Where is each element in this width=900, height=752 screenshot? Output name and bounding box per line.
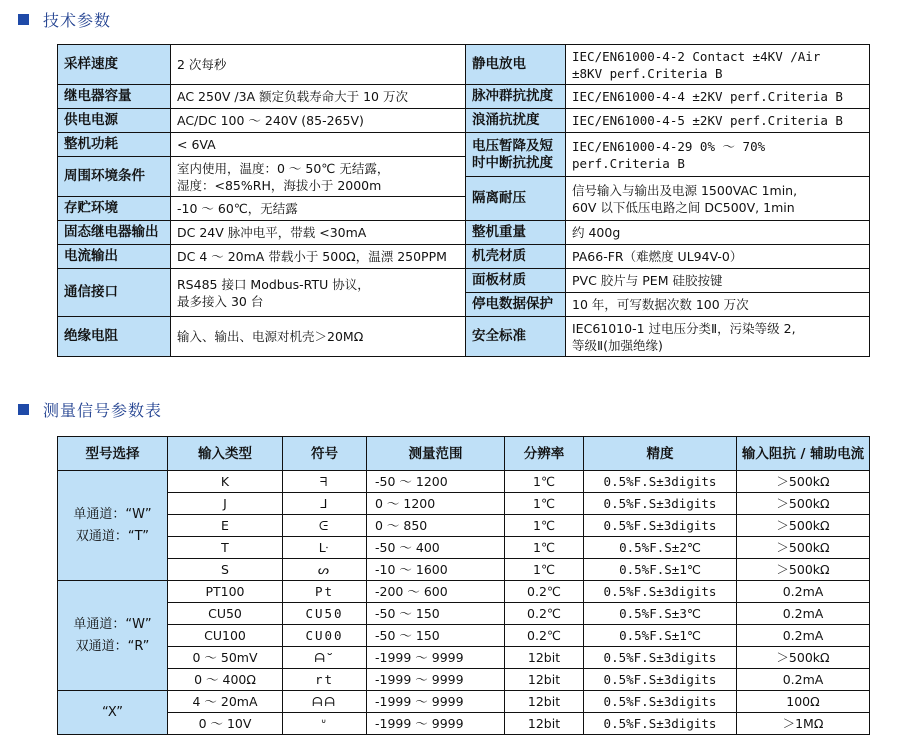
- table-row: [58, 45, 870, 85]
- spec-value: 信号输入与输出及电源 1500VAC 1min, 60V 以下低压电路之间 DC500V, 1min: [566, 177, 870, 221]
- accuracy: 0.5%F.S±3digits: [584, 493, 737, 515]
- spec-value: DC 24V 脉冲电平，带载 <30mA: [171, 221, 466, 245]
- spec-value: IEC/EN61000-4-2 Contact ±4KV /Air ±8KV perf.Criteria B: [566, 45, 870, 85]
- spec-label: 继电器容量: [58, 85, 171, 109]
- input-impedance: ＞500kΩ: [737, 647, 870, 669]
- spec-value: IEC/EN61000-4-29 0% ～ 70% perf.Criteria B: [566, 133, 870, 177]
- input-type: S: [168, 559, 283, 581]
- input-impedance: ＞500kΩ: [737, 559, 870, 581]
- display-symbol: ᒧ: [283, 493, 367, 515]
- tech-params-table: [57, 44, 870, 357]
- model-group-cell: 单通道：“W” 双通道：“T”: [58, 471, 168, 581]
- input-type: 0 ～ 10V: [168, 713, 283, 735]
- spec-value: 输入、输出、电源对机壳＞20MΩ: [171, 317, 466, 357]
- spec-label: 整机功耗: [58, 133, 171, 157]
- spec-label: 脉冲群抗扰度: [466, 85, 566, 109]
- model-group-cell: 单通道：“W” 双通道：“R”: [58, 581, 168, 691]
- input-impedance: 0.2mA: [737, 581, 870, 603]
- measure-range: 0 ～ 1200: [367, 493, 505, 515]
- input-impedance: ＞500kΩ: [737, 471, 870, 493]
- spec-label: 隔离耐压: [466, 177, 566, 221]
- resolution: 12bit: [505, 647, 584, 669]
- input-type: J: [168, 493, 283, 515]
- display-symbol: CU00: [283, 625, 367, 647]
- resolution: 1℃: [505, 493, 584, 515]
- table-row: [58, 85, 870, 109]
- spec-value: -10 ～ 60℃，无结露: [171, 197, 466, 221]
- spec-label: 采样速度: [58, 45, 171, 85]
- display-symbol: rt: [283, 669, 367, 691]
- measure-range: -1999 ～ 9999: [367, 713, 505, 735]
- resolution: 1℃: [505, 559, 584, 581]
- spec-label: 整机重量: [466, 221, 566, 245]
- measure-range: -10 ～ 1600: [367, 559, 505, 581]
- display-symbol: CU50: [283, 603, 367, 625]
- measure-range: -1999 ～ 9999: [367, 669, 505, 691]
- spec-label: 电流输出: [58, 245, 171, 269]
- accuracy: 0.5%F.S±1℃: [584, 625, 737, 647]
- display-symbol: ᔕ: [283, 559, 367, 581]
- input-impedance: 100Ω: [737, 691, 870, 713]
- resolution: 12bit: [505, 669, 584, 691]
- measurement-params-title: 测量信号参数表: [43, 400, 163, 420]
- model-group-cell: “X”: [58, 691, 168, 735]
- column-header: 符号: [283, 437, 367, 471]
- input-impedance: 0.2mA: [737, 603, 870, 625]
- spec-value: PVC 胶片与 PEM 硅胶按键: [566, 269, 870, 293]
- input-type: CU100: [168, 625, 283, 647]
- measure-range: -200 ～ 600: [367, 581, 505, 603]
- spec-label: 停电数据保护: [466, 293, 566, 317]
- spec-label: 浪涌抗扰度: [466, 109, 566, 133]
- table-row: [58, 317, 870, 357]
- spec-value: IEC/EN61000-4-5 ±2KV perf.Criteria B: [566, 109, 870, 133]
- table-row: [58, 221, 870, 245]
- measure-range: -50 ～ 400: [367, 537, 505, 559]
- table-row: [58, 647, 870, 669]
- spec-label: 固态继电器输出: [58, 221, 171, 245]
- section-square-icon: [18, 14, 29, 25]
- input-impedance: ＞1MΩ: [737, 713, 870, 735]
- table-row: [58, 603, 870, 625]
- table-row: [58, 245, 870, 269]
- resolution: 1℃: [505, 515, 584, 537]
- table-row: [58, 515, 870, 537]
- table-row: [58, 109, 870, 133]
- spec-value: 约 400g: [566, 221, 870, 245]
- input-type: 0 ～ 400Ω: [168, 669, 283, 691]
- section-square-icon: [18, 404, 29, 415]
- spec-label: 面板材质: [466, 269, 566, 293]
- table-row: [58, 581, 870, 603]
- resolution: 0.2℃: [505, 581, 584, 603]
- accuracy: 0.5%F.S±3digits: [584, 647, 737, 669]
- spec-label: 安全标准: [466, 317, 566, 357]
- spec-label: 通信接口: [58, 269, 171, 317]
- accuracy: 0.5%F.S±1℃: [584, 559, 737, 581]
- input-type: 4 ～ 20mA: [168, 691, 283, 713]
- spec-value: 室内使用，温度：0 ～ 50℃ 无结露， 湿度：<85%RH，海拔小于 2000m: [171, 157, 466, 197]
- accuracy: 0.5%F.S±3digits: [584, 691, 737, 713]
- display-symbol: ᖷ: [283, 471, 367, 493]
- accuracy: 0.5%F.S±2℃: [584, 537, 737, 559]
- resolution: 1℃: [505, 537, 584, 559]
- input-impedance: ＞500kΩ: [737, 515, 870, 537]
- accuracy: 0.5%F.S±3digits: [584, 581, 737, 603]
- resolution: 1℃: [505, 471, 584, 493]
- input-type: K: [168, 471, 283, 493]
- spec-value: 10 年，可写数据次数 100 万次: [566, 293, 870, 317]
- resolution: 0.2℃: [505, 603, 584, 625]
- input-type: CU50: [168, 603, 283, 625]
- display-symbol: Pt: [283, 581, 367, 603]
- table-row: [58, 269, 870, 293]
- table-row: [58, 133, 870, 157]
- accuracy: 0.5%F.S±3℃: [584, 603, 737, 625]
- measure-range: -50 ～ 150: [367, 625, 505, 647]
- measure-range: 0 ～ 850: [367, 515, 505, 537]
- table-header-row: [58, 437, 870, 471]
- table-row: [58, 537, 870, 559]
- measure-range: -50 ～ 1200: [367, 471, 505, 493]
- measure-range: -50 ～ 150: [367, 603, 505, 625]
- table-row: [58, 493, 870, 515]
- table-row: [58, 625, 870, 647]
- resolution: 12bit: [505, 691, 584, 713]
- measurement-params-heading: [18, 398, 162, 420]
- column-header: 测量范围: [367, 437, 505, 471]
- spec-label: 存贮环境: [58, 197, 171, 221]
- input-type: PT100: [168, 581, 283, 603]
- spec-value: AC 250V /3A 额定负载寿命大于 10 万次: [171, 85, 466, 109]
- display-symbol: ᒷ: [283, 537, 367, 559]
- column-header: 输入阻抗 / 辅助电流: [737, 437, 870, 471]
- column-header: 分辨率: [505, 437, 584, 471]
- table-row: [58, 559, 870, 581]
- input-impedance: ＞500kΩ: [737, 537, 870, 559]
- spec-value: < 6VA: [171, 133, 466, 157]
- tech-params-heading: [18, 8, 111, 30]
- spec-value: IEC/EN61000-4-4 ±2KV perf.Criteria B: [566, 85, 870, 109]
- display-symbol: ᗩᗩ: [283, 691, 367, 713]
- input-impedance: 0.2mA: [737, 625, 870, 647]
- table-row: [58, 713, 870, 735]
- accuracy: 0.5%F.S±3digits: [584, 515, 737, 537]
- spec-label: 绝缘电阻: [58, 317, 171, 357]
- input-impedance: 0.2mA: [737, 669, 870, 691]
- spec-label: 静电放电: [466, 45, 566, 85]
- spec-label: 周围环境条件: [58, 157, 171, 197]
- accuracy: 0.5%F.S±3digits: [584, 669, 737, 691]
- spec-label: 供电电源: [58, 109, 171, 133]
- measurement-params-table: [57, 436, 870, 735]
- table-row: [58, 669, 870, 691]
- input-type: E: [168, 515, 283, 537]
- input-impedance: ＞500kΩ: [737, 493, 870, 515]
- spec-value: IEC61010-1 过电压分类Ⅱ，污染等级 2, 等级Ⅱ(加强绝缘): [566, 317, 870, 357]
- spec-value: DC 4 ～ 20mA 带载小于 500Ω，温漂 250PPM: [171, 245, 466, 269]
- spec-label: 电压暂降及短 时中断抗扰度: [466, 133, 566, 177]
- spec-value: RS485 接口 Modbus-RTU 协议， 最多接入 30 台: [171, 269, 466, 317]
- spec-value: PA66-FR（难燃度 UL94V-0）: [566, 245, 870, 269]
- accuracy: 0.5%F.S±3digits: [584, 471, 737, 493]
- display-symbol: ᐡ: [283, 713, 367, 735]
- column-header: 精度: [584, 437, 737, 471]
- column-header: 型号选择: [58, 437, 168, 471]
- display-symbol: ᗩᐡ: [283, 647, 367, 669]
- measure-range: -1999 ～ 9999: [367, 691, 505, 713]
- display-symbol: ᕮ: [283, 515, 367, 537]
- table-row: [58, 471, 870, 493]
- table-row: [58, 691, 870, 713]
- input-type: 0 ～ 50mV: [168, 647, 283, 669]
- accuracy: 0.5%F.S±3digits: [584, 713, 737, 735]
- spec-value: AC/DC 100 ～ 240V (85-265V): [171, 109, 466, 133]
- measure-range: -1999 ～ 9999: [367, 647, 505, 669]
- resolution: 12bit: [505, 713, 584, 735]
- tech-params-title: 技术参数: [43, 10, 112, 30]
- input-type: T: [168, 537, 283, 559]
- spec-value: 2 次每秒: [171, 45, 466, 85]
- column-header: 输入类型: [168, 437, 283, 471]
- resolution: 0.2℃: [505, 625, 584, 647]
- spec-label: 机壳材质: [466, 245, 566, 269]
